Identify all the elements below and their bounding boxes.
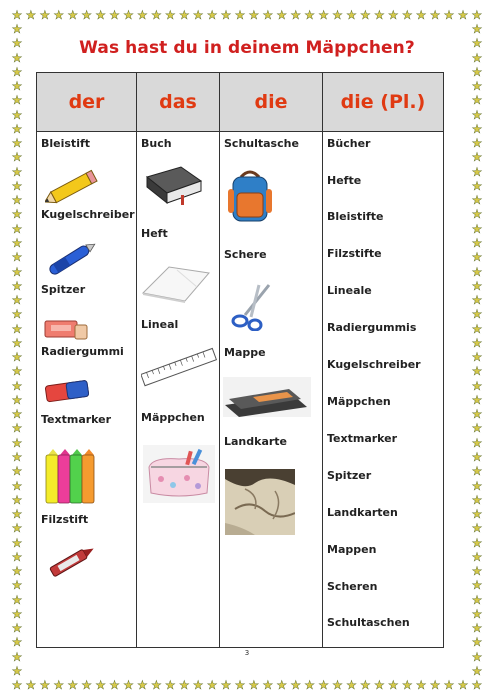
star-icon: ★ [471,193,483,208]
star-icon: ★ [11,663,23,678]
word-heft: Heft [141,227,168,240]
star-icon: ★ [11,507,23,522]
star-icon: ★ [11,121,23,136]
word-spitzer: Spitzer [41,283,86,296]
star-icon: ★ [25,678,37,692]
star-icon: ★ [11,392,23,407]
star-icon: ★ [401,8,413,22]
star-icon: ★ [192,8,204,22]
star-icon: ★ [471,378,483,393]
star-icon: ★ [471,606,483,621]
word-mappe: Mappe [224,346,266,359]
star-icon: ★ [471,507,483,522]
star-icon: ★ [53,8,65,22]
word-kugelschreiber: Kugelschreiber [41,208,135,221]
star-icon: ★ [25,8,37,22]
star-icon: ★ [318,8,329,22]
star-icon: ★ [471,392,483,407]
star-icon: ★ [471,221,483,236]
star-icon: ★ [11,449,23,464]
star-icon: ★ [471,521,483,536]
star-icon: ★ [332,8,343,22]
star-icon: ★ [471,449,483,464]
star-icon: ★ [220,678,232,692]
star-icon: ★ [401,678,413,692]
star-icon: ★ [53,678,65,692]
star-icon: ★ [11,193,23,208]
star-icon: ★ [471,107,483,122]
star-icon: ★ [11,521,23,536]
rubber-icon [43,377,93,405]
plural-spitzer: Spitzer [327,469,372,482]
star-icon: ★ [11,592,23,607]
star-icon: ★ [11,107,23,122]
word-lineal: Lineal [141,318,179,331]
star-icon: ★ [11,278,23,293]
star-icon: ★ [471,164,483,179]
star-icon: ★ [457,8,469,22]
star-icon: ★ [81,8,93,22]
star-icon: ★ [192,678,204,692]
star-icon: ★ [11,221,23,236]
star-icon: ★ [123,678,134,692]
star-icon: ★ [346,678,357,692]
star-icon: ★ [11,235,23,250]
star-icon: ★ [11,64,23,79]
star-icon: ★ [471,478,483,493]
star-icon: ★ [471,250,483,265]
star-border-top [10,8,484,22]
header-die-plural: die (Pl.) [340,91,426,113]
star-icon: ★ [11,93,23,108]
plural-schultaschen: Schultaschen [327,616,410,629]
star-icon: ★ [11,164,23,179]
header-der: der [68,91,105,113]
plural-mappen: Mappen [327,543,377,556]
star-icon: ★ [443,678,455,692]
star-icon: ★ [206,678,218,692]
star-icon: ★ [11,8,23,22]
plural-hefte: Hefte [327,174,362,187]
star-icon: ★ [109,678,120,692]
star-icon: ★ [415,8,427,22]
folder-icon [223,377,311,417]
star-icon: ★ [67,8,79,22]
star-icon: ★ [11,635,23,650]
star-icon: ★ [471,8,483,22]
star-icon: ★ [11,207,23,222]
word-schultasche: Schultasche [224,137,299,150]
star-icon: ★ [11,435,23,450]
book-icon [141,163,205,209]
star-icon: ★ [11,178,23,193]
star-icon: ★ [373,678,385,692]
eraser-icon [43,315,91,343]
scissors-icon [229,281,275,331]
plural-radiergummis: Radiergummis [327,321,417,334]
word-radiergummi: Radiergummi [41,345,124,358]
star-icon: ★ [387,8,399,22]
star-icon: ★ [11,535,23,550]
star-icon: ★ [471,278,483,293]
star-icon: ★ [471,663,483,678]
star-icon: ★ [11,264,23,279]
star-icon: ★ [471,64,483,79]
star-icon: ★ [11,621,23,636]
star-icon: ★ [471,136,483,151]
star-border-bottom [10,678,484,692]
star-icon: ★ [262,8,274,22]
plural-kugelschreiber: Kugelschreiber [327,358,421,371]
star-icon: ★ [471,36,483,51]
star-icon: ★ [11,22,23,36]
star-icon: ★ [11,606,23,621]
schoolbag-icon [227,167,273,225]
star-icon: ★ [11,364,23,379]
plural-scheren: Scheren [327,580,378,593]
star-icon: ★ [471,335,483,350]
page-number: 3 [244,649,250,657]
ruler-icon [141,345,217,391]
star-icon: ★ [11,492,23,507]
star-icon: ★ [178,678,190,692]
star-icon: ★ [457,678,469,692]
notebook-icon [141,259,211,303]
star-icon: ★ [11,335,23,350]
word-schere: Schere [224,248,267,261]
star-icon: ★ [11,50,23,65]
star-icon: ★ [234,678,246,692]
word-filzstift: Filzstift [41,513,89,526]
word-landkarte: Landkarte [224,435,288,448]
star-icon: ★ [123,8,134,22]
star-icon: ★ [11,150,23,165]
star-icon: ★ [387,678,399,692]
star-icon: ★ [150,8,162,22]
star-icon: ★ [67,678,79,692]
highlighters-icon [43,447,97,505]
star-border-left [10,22,24,678]
star-icon: ★ [318,678,329,692]
star-icon: ★ [11,378,23,393]
star-icon: ★ [304,8,316,22]
star-icon: ★ [11,578,23,593]
star-icon: ★ [471,307,483,322]
star-icon: ★ [471,364,483,379]
star-icon: ★ [220,8,232,22]
star-icon: ★ [234,8,246,22]
star-icon: ★ [276,678,288,692]
star-icon: ★ [290,8,302,22]
star-icon: ★ [137,678,148,692]
star-icon: ★ [11,307,23,322]
star-icon: ★ [471,421,483,436]
plural-textmarker: Textmarker [327,432,398,445]
plural-filzstifte: Filzstifte [327,247,382,260]
star-icon: ★ [304,678,316,692]
star-icon: ★ [11,478,23,493]
star-icon: ★ [471,321,483,336]
word-textmarker: Textmarker [41,413,112,426]
star-icon: ★ [471,79,483,94]
star-icon: ★ [164,8,176,22]
star-icon: ★ [471,578,483,593]
plural-maeppchen: Mäppchen [327,395,391,408]
ballpoint-pen-icon [43,239,99,279]
star-icon: ★ [150,678,162,692]
star-icon: ★ [471,264,483,279]
star-icon: ★ [11,678,23,692]
star-icon: ★ [471,350,483,365]
header-das: das [159,91,197,113]
star-icon: ★ [11,350,23,365]
star-icon: ★ [248,8,260,22]
star-icon: ★ [11,421,23,436]
star-icon: ★ [11,549,23,564]
plural-bleistifte: Bleistifte [327,210,384,223]
star-icon: ★ [290,678,302,692]
star-icon: ★ [471,207,483,222]
star-icon: ★ [11,564,23,579]
star-icon: ★ [471,435,483,450]
star-icon: ★ [429,678,441,692]
star-icon: ★ [11,250,23,265]
word-maeppchen: Mäppchen [141,411,205,424]
star-icon: ★ [11,649,23,664]
star-icon: ★ [39,678,51,692]
star-icon: ★ [471,592,483,607]
star-icon: ★ [11,407,23,422]
star-icon: ★ [11,36,23,51]
star-icon: ★ [81,678,93,692]
plural-landkarten: Landkarten [327,506,398,519]
star-icon: ★ [262,678,274,692]
star-icon: ★ [471,678,483,692]
vocabulary-table [36,72,444,648]
map-icon [225,469,295,535]
star-icon: ★ [471,621,483,636]
word-buch: Buch [141,137,172,150]
header-die: die [254,91,288,113]
star-icon: ★ [95,678,106,692]
star-icon: ★ [109,8,120,22]
star-icon: ★ [471,649,483,664]
star-icon: ★ [360,8,371,22]
star-icon: ★ [471,22,483,36]
star-icon: ★ [11,464,23,479]
star-icon: ★ [206,8,218,22]
star-icon: ★ [360,678,371,692]
star-icon: ★ [443,8,455,22]
star-icon: ★ [164,678,176,692]
star-icon: ★ [248,678,260,692]
star-icon: ★ [11,293,23,308]
star-icon: ★ [137,8,148,22]
star-icon: ★ [332,678,343,692]
star-icon: ★ [471,121,483,136]
pencil-icon [45,169,101,205]
star-icon: ★ [471,293,483,308]
felt-pen-icon [43,543,101,579]
pencil-case-icon [143,445,215,503]
star-icon: ★ [471,50,483,65]
star-icon: ★ [471,535,483,550]
star-icon: ★ [373,8,385,22]
word-bleistift: Bleistift [41,137,91,150]
star-icon: ★ [95,8,106,22]
star-icon: ★ [11,136,23,151]
star-border-right [470,22,484,678]
star-icon: ★ [471,178,483,193]
star-icon: ★ [471,407,483,422]
star-icon: ★ [471,549,483,564]
star-icon: ★ [11,321,23,336]
star-icon: ★ [415,678,427,692]
star-icon: ★ [471,492,483,507]
star-icon: ★ [429,8,441,22]
plural-lineale: Lineale [327,284,372,297]
star-icon: ★ [471,564,483,579]
star-icon: ★ [471,464,483,479]
plural-buecher: Bücher [327,137,371,150]
star-icon: ★ [39,8,51,22]
star-icon: ★ [471,150,483,165]
star-icon: ★ [471,635,483,650]
star-icon: ★ [346,8,357,22]
page-title: Was hast du in deinem Mäppchen? [79,38,415,58]
star-icon: ★ [11,79,23,94]
star-icon: ★ [471,93,483,108]
star-icon: ★ [178,8,190,22]
star-icon: ★ [276,8,288,22]
star-icon: ★ [471,235,483,250]
